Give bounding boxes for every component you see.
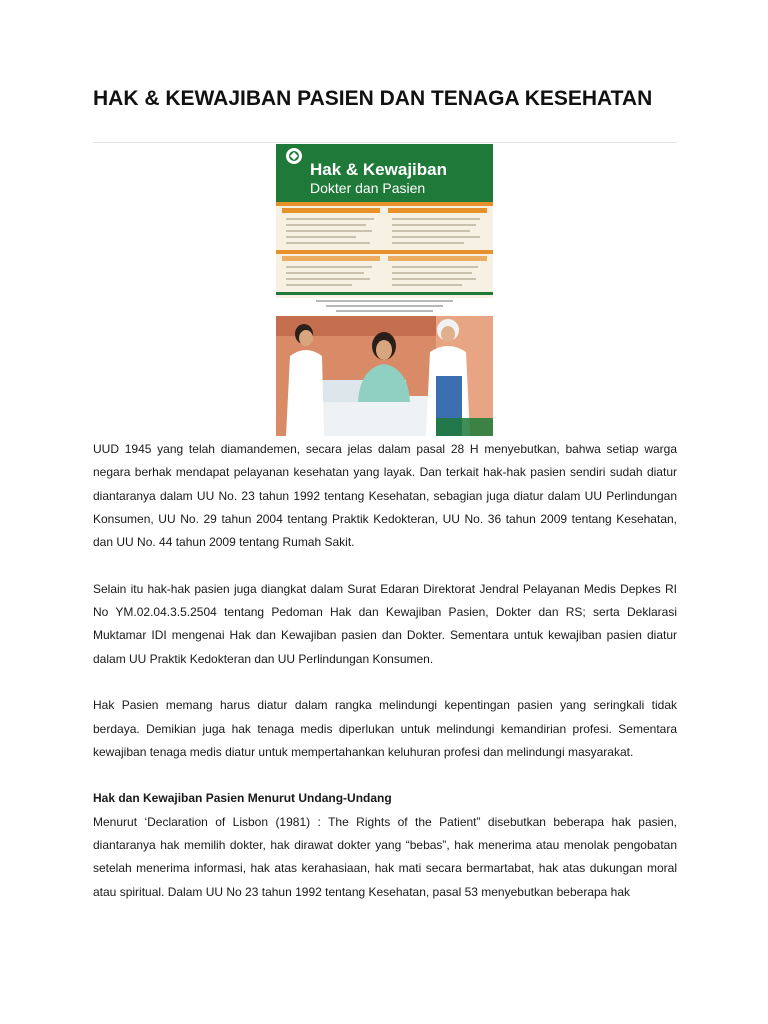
paragraph-2: Selain itu hak-hak pasien juga diangkat dalam Surat Edaran Direktorat Jendral Pelayanan Medis Depkes RI No YM.02.04.3.5.2504 tentang Pedoman Hak dan Kewajiban Pasien, Dokter dan RS; serta Deklarasi Muktamar IDI mengenai Hak dan Kewajiban pasien dan Dokter. Sementara untuk kewajiban pasien diatur dalam UU Praktik Kedokteran dan UU Perlindungan Konsumen.	[93, 581, 677, 666]
article-body	[93, 438, 677, 904]
poster-image	[276, 144, 493, 436]
poster-logo-icon	[286, 148, 302, 164]
paragraph-1: UUD 1945 yang telah diamandemen, secara jelas dalam pasal 28 H menyebutkan, bahwa setiap warga negara berhak mendapat pelayanan kesehatan yang layak. Dan terkait hak-hak pasien sendiri sudah diatur diantaranya dalam UU No. 23 tahun 1992 tentang Kesehatan, sebagian juga diatur dalam UU Perlindungan Konsumen, UU No. 29 tahun 2004 tentang Praktik Kedokteran, UU No. 36 tahun 2009 tentang Kesehatan, dan UU No. 44 tahun 2009 tentang Rumah Sakit.	[93, 442, 677, 550]
section-paragraph: Menurut ‘Declaration of Lisbon (1981) : The Rights of the Patient” disebutkan beberapa hak pasien, diantaranya hak memilih dokter, hak dirawat dokter yang “bebas”, hak menerima atau menolak pengobatan setelah menerima informasi, hak atas kerahasiaan, hak mati secara bermartabat, hak atas dukungan moral atau spiritual. Dalam UU No 23 tahun 1992 tentang Kesehatan, pasal 53 menyebutkan beberapa hak	[93, 814, 677, 899]
paragraph-3: Hak Pasien memang harus diatur dalam rangka melindungi kepentingan pasien yang seringkali tidak berdaya. Demikian juga hak tenaga medis diperlukan untuk melindungi kemandirian profesi. Sementara kewajiban tenaga medis diatur untuk mempertahankan keluhuran profesi dan melindungi masyarakat.	[93, 698, 677, 759]
title-divider	[93, 142, 677, 143]
poster-title-line1: Hak & Kewajiban	[310, 160, 447, 179]
section-heading: Hak dan Kewajiban Pasien Menurut Undang-Undang	[93, 791, 392, 806]
poster-title-line2: Dokter dan Pasien	[310, 180, 426, 196]
article-title: HAK & KEWAJIBAN PASIEN DAN TENAGA KESEHATAN	[93, 87, 653, 110]
